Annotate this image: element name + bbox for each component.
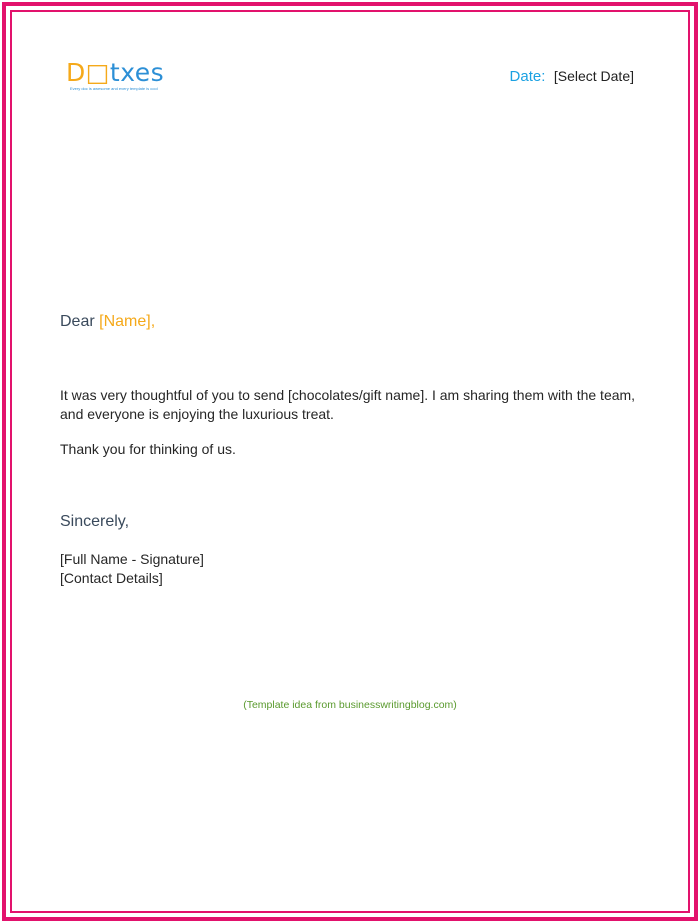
- signature-name-field[interactable]: [Full Name - Signature]: [60, 551, 204, 567]
- greeting-word: Dear: [60, 313, 95, 330]
- greeting: [60, 313, 155, 331]
- logo-letter-d: D: [66, 58, 86, 87]
- letter-paragraph-1: It was very thoughtful of you to send [chocolates/gift name]. I am sharing them with the team, and everyone is enjoying the luxurious treat.: [60, 387, 636, 422]
- logo-letters-txes: txes: [109, 58, 165, 87]
- page-border-inner: [10, 10, 690, 913]
- letter-paragraph-2: Thank you for thinking of us.: [60, 441, 236, 457]
- template-source-note: (Template idea from businesswritingblog.com): [243, 699, 457, 711]
- closing: Sincerely,: [60, 513, 130, 530]
- contact-details-field[interactable]: [Contact Details]: [60, 570, 163, 586]
- logo-doc-icon: □: [85, 58, 110, 87]
- recipient-name-field[interactable]: [Name],: [99, 313, 156, 330]
- logo-tagline: Every doc is awesome and every template is cool: [70, 86, 158, 91]
- date-block: [510, 68, 634, 86]
- date-label: Date:: [509, 68, 546, 85]
- dotxes-logo: [66, 58, 178, 98]
- logo-wordmark: [66, 58, 164, 88]
- date-picker-field[interactable]: [Select Date]: [553, 68, 634, 84]
- signature-block: [60, 550, 204, 588]
